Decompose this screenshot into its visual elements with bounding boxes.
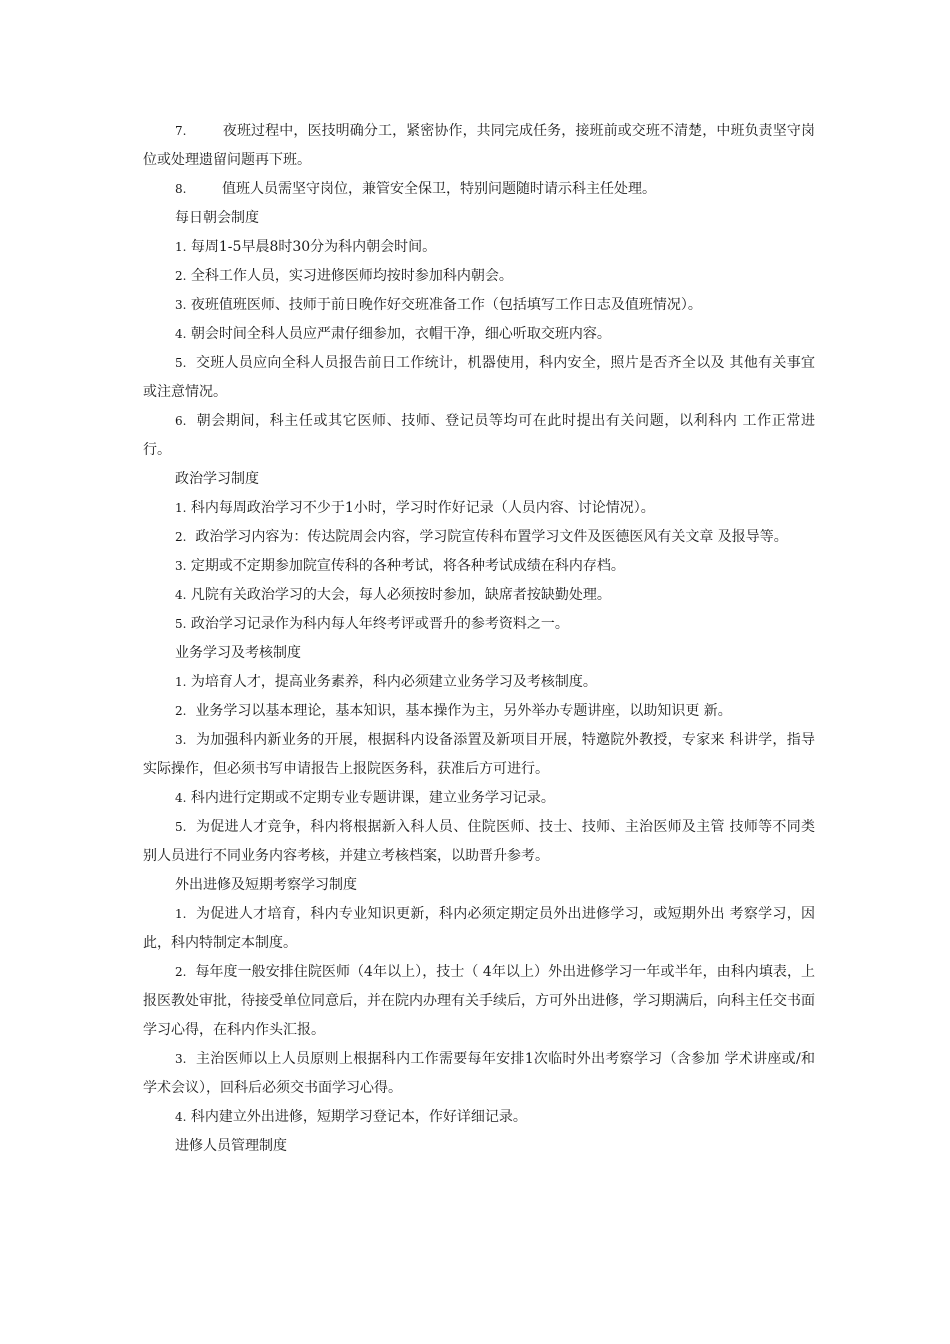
- item-text: 值班人员需坚守岗位，兼管安全保卫，特别问题随时请示科主任处理。: [186, 181, 657, 197]
- item-text: 科内每周政治学习不少于1小时，学习时作好记录（人员内容、讨论情况）。: [186, 500, 655, 516]
- item-text: 主治医师以上人员原则上根据科内工作需要每年安排1次临时外出考察学习（含参加 学术讲座或/和学术会议），回科后必须交书面学习心得。: [143, 1051, 815, 1096]
- list-item: [143, 784, 815, 813]
- list-item: [143, 262, 815, 291]
- item-number: 4.: [175, 588, 187, 602]
- item-text: 为加强科内新业务的开展，根据科内设备添置及新项目开展，特邀院外教授，专家来 科讲学，指导实际操作，但必须书写申请报告上报院医务科，获准后方可进行。: [143, 732, 815, 777]
- item-number: 2.: [175, 704, 187, 718]
- item-number: 5.: [175, 820, 187, 834]
- item-number: 2.: [175, 965, 187, 979]
- list-item: [143, 349, 815, 407]
- item-text: 朝会时间全科人员应严肃仔细参加，衣帽干净，细心听取交班内容。: [186, 326, 611, 342]
- item-number: 4.: [175, 791, 187, 805]
- item-text: 政治学习内容为：传达院周会内容，学习院宣传科布置学习文件及医德医风有关文章 及报导等。: [186, 529, 788, 545]
- item-text: 科内建立外出进修，短期学习登记本，作好详细记录。: [186, 1109, 527, 1125]
- item-number: 5.: [175, 617, 187, 631]
- list-item: [143, 175, 815, 204]
- list-item: [143, 291, 815, 320]
- item-number: 3.: [175, 298, 187, 312]
- item-number: 2.: [175, 530, 187, 544]
- item-number: 1.: [175, 240, 187, 254]
- list-item: [143, 233, 815, 262]
- item-number: 3.: [175, 1052, 187, 1066]
- item-text: 凡院有关政治学习的大会，每人必须按时参加，缺席者按缺勤处理。: [186, 587, 611, 603]
- item-number: 7.: [175, 124, 187, 138]
- item-number: 1.: [175, 907, 187, 921]
- section-heading: 业务学习及考核制度: [175, 645, 301, 661]
- item-number: 5.: [175, 356, 187, 370]
- item-number: 8.: [175, 182, 187, 196]
- item-text: 每周1-5早晨8时30分为科内朝会时间。: [186, 239, 437, 255]
- list-item: [143, 494, 815, 523]
- item-text: 交班人员应向全科人员报告前日工作统计，机器使用，科内安全，照片是否齐全以及 其他有关事宜或注意情况。: [143, 355, 815, 400]
- list-item: [143, 610, 815, 639]
- list-item: [143, 581, 815, 610]
- list-item: [143, 552, 815, 581]
- list-item: [143, 117, 815, 175]
- item-number: 4.: [175, 327, 187, 341]
- item-text: 夜班值班医师、技师于前日晚作好交班准备工作（包括填写工作日志及值班情况）。: [186, 297, 702, 313]
- section-heading: 外出进修及短期考察学习制度: [175, 877, 357, 893]
- item-text: 为促进人才培育，科内专业知识更新，科内必须定期定员外出进修学习，或短期外出 考察学习，因此，科内特制定本制度。: [143, 906, 815, 951]
- item-text: 朝会期间，科主任或其它医师、技师、登记员等均可在此时提出有关问题，以利科内 工作正常进行。: [143, 413, 815, 458]
- list-item: [143, 320, 815, 349]
- document-body: [143, 117, 815, 1161]
- list-item: [143, 900, 815, 958]
- item-number: 3.: [175, 733, 187, 747]
- section-heading: 进修人员管理制度: [175, 1138, 287, 1154]
- list-item: [143, 407, 815, 465]
- section-heading: 政治学习制度: [175, 471, 259, 487]
- list-item: [143, 668, 815, 697]
- list-item: [143, 697, 815, 726]
- item-number: 1.: [175, 675, 187, 689]
- item-number: 6.: [175, 414, 187, 428]
- item-number: 1.: [175, 501, 187, 515]
- item-text: 全科工作人员，实习进修医师均按时参加科内朝会。: [186, 268, 513, 284]
- item-text: 每年度一般安排住院医师（4年以上），技士（ 4年以上）外出进修学习一年或半年，由科内填表，上报医教处审批，待接受单位同意后，并在院内办理有关手续后，方可外出进修，学习期满后，向科主任交书面学习心得，在科内作头汇报。: [143, 964, 815, 1038]
- item-text: 政治学习记录作为科内每人年终考评或晋升的参考资料之一。: [186, 616, 569, 632]
- list-item: [143, 523, 815, 552]
- list-item: [143, 813, 815, 871]
- list-item: [143, 1045, 815, 1103]
- item-number: 2.: [175, 269, 187, 283]
- section-heading: 每日朝会制度: [175, 210, 259, 226]
- item-number: 4.: [175, 1110, 187, 1124]
- item-text: 业务学习以基本理论，基本知识，基本操作为主，另外举办专题讲座，以助知识更 新。: [186, 703, 732, 719]
- item-text: 夜班过程中，医技明确分工，紧密协作，共同完成任务，接班前或交班不清楚，中班负责坚守岗位或处理遗留问题再下班。: [143, 123, 815, 168]
- list-item: [143, 726, 815, 784]
- item-number: 3.: [175, 559, 187, 573]
- item-text: 定期或不定期参加院宣传科的各种考试，将各种考试成绩在科内存档。: [186, 558, 625, 574]
- item-text: 为培育人才，提高业务素养，科内必须建立业务学习及考核制度。: [186, 674, 597, 690]
- list-item: [143, 958, 815, 1045]
- item-text: 为促进人才竞争，科内将根据新入科人员、住院医师、技士、技师、主治医师及主管 技师等不同类别人员进行不同业务内容考核，并建立考核档案，以助晋升参考。: [143, 819, 815, 864]
- item-text: 科内进行定期或不定期专业专题讲课，建立业务学习记录。: [186, 790, 555, 806]
- list-item: [143, 1103, 815, 1132]
